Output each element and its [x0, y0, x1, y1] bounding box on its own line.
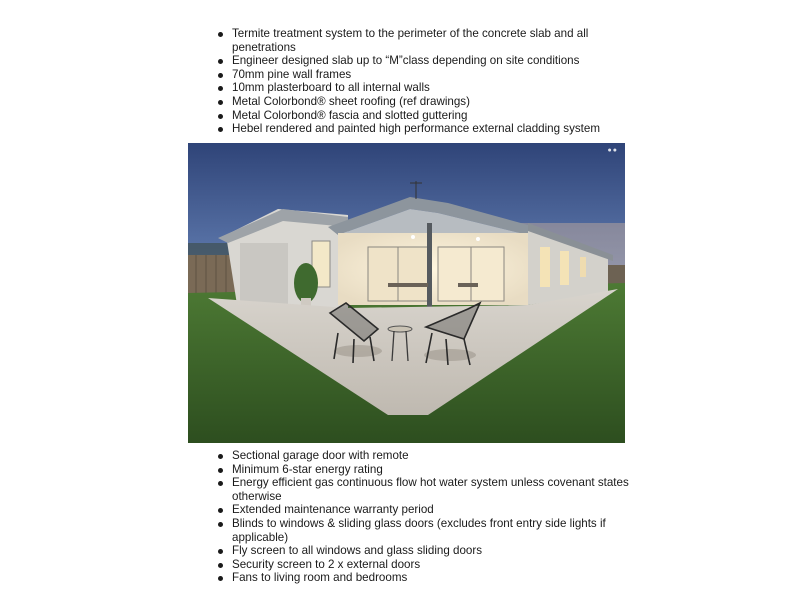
- list-item: Sectional garage door with remote: [215, 449, 635, 463]
- list-item: Termite treatment system to the perimeter of the concrete slab and all penetrations: [215, 27, 635, 54]
- list-item: Metal Colorbond® sheet roofing (ref drawings): [215, 95, 635, 109]
- house-exterior-photo: [188, 143, 625, 443]
- house-illustration: [188, 143, 625, 443]
- list-item: Blinds to windows & sliding glass doors (excludes front entry side lights if applicable): [215, 517, 635, 544]
- fullscreen-dots-icon[interactable]: ●●: [607, 147, 618, 154]
- list-item: Engineer designed slab up to “M”class depending on site conditions: [215, 54, 635, 68]
- list-item: 10mm plasterboard to all internal walls: [215, 81, 635, 95]
- list-item: Minimum 6-star energy rating: [215, 463, 635, 477]
- list-item: Security screen to 2 x external doors: [215, 558, 635, 572]
- list-item: Fly screen to all windows and glass sliding doors: [215, 544, 635, 558]
- features-list-bottom: [215, 449, 635, 585]
- list-item: Hebel rendered and painted high performance external cladding system: [215, 122, 635, 136]
- list-item: Metal Colorbond® fascia and slotted guttering: [215, 109, 635, 123]
- list-item: Fans to living room and bedrooms: [215, 571, 635, 585]
- list-item: Energy efficient gas continuous flow hot water system unless covenant states otherwise: [215, 476, 635, 503]
- list-item: 70mm pine wall frames: [215, 68, 635, 82]
- list-item: Extended maintenance warranty period: [215, 503, 635, 517]
- features-list-top: [215, 27, 635, 136]
